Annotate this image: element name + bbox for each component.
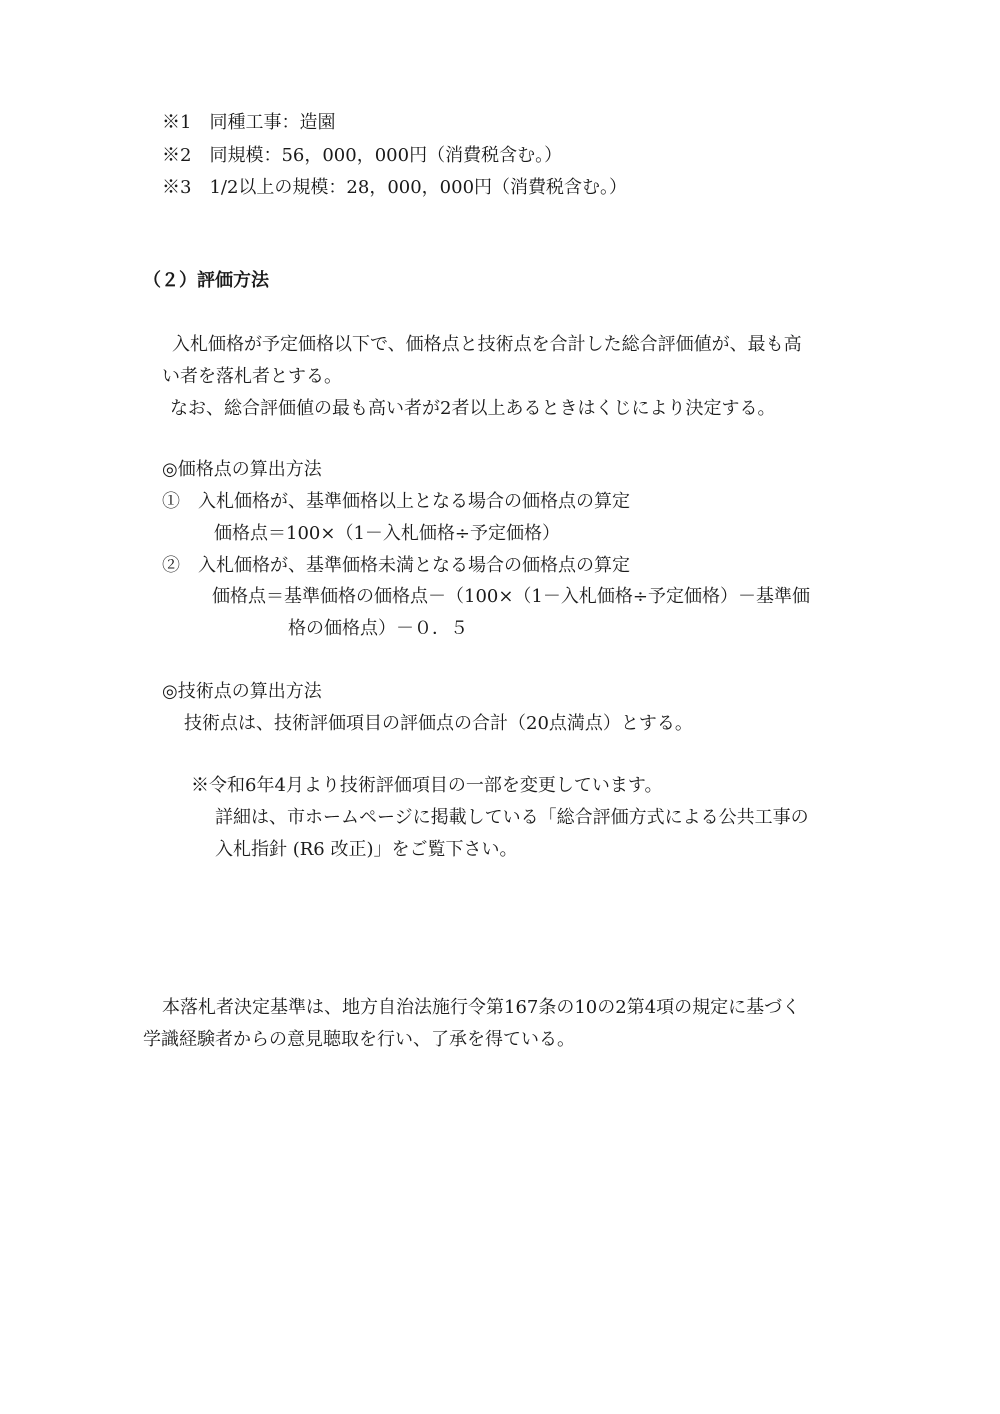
note-2: ※2 同規模：56，000，000円（消費税含む。） xyxy=(162,145,563,166)
notice-line-1: ※令和6年4月より技術評価項目の一部を変更しています。 xyxy=(191,775,663,796)
price-method-item-1: ① 入札価格が、基準価格以上となる場合の価格点の算定 xyxy=(162,491,630,512)
tech-method-title: ◎技術点の算出方法 xyxy=(162,681,322,702)
price-formula-2-line-2: 格の価格点）－０．５ xyxy=(288,618,468,639)
price-formula-1: 価格点＝100×（1－入札価格÷予定価格） xyxy=(214,523,560,544)
notice-line-3: 入札指針 (R6 改正)」をご覧下さい。 xyxy=(215,839,518,860)
intro-line-2: い者を落札者とする。 xyxy=(162,366,342,387)
price-method-title: ◎価格点の算出方法 xyxy=(162,459,322,480)
price-method-item-2: ② 入札価格が、基準価格未満となる場合の価格点の算定 xyxy=(162,555,630,576)
tech-method-text: 技術点は、技術評価項目の評価点の合計（20点満点）とする。 xyxy=(184,713,693,734)
closing-line-1: 本落札者決定基準は、地方自治法施行令第167条の10の2第4項の規定に基づく xyxy=(162,997,801,1018)
intro-line-3: なお、総合評価値の最も高い者が2者以上あるときはくじにより決定する。 xyxy=(170,398,776,419)
note-1: ※1 同種工事：造園 xyxy=(162,112,336,133)
closing-line-2: 学識経験者からの意見聴取を行い、了承を得ている。 xyxy=(143,1029,575,1050)
note-3: ※3 1/2以上の規模：28，000，000円（消費税含む。） xyxy=(162,177,628,198)
intro-line-1: 入札価格が予定価格以下で、価格点と技術点を合計した総合評価値が、最も高 xyxy=(172,334,802,355)
section-heading: （２）評価方法 xyxy=(143,270,269,291)
notice-line-2: 詳細は、市ホームページに掲載している「総合評価方式による公共工事の xyxy=(215,807,809,828)
price-formula-2-line-1: 価格点＝基準価格の価格点－（100×（1－入札価格÷予定価格）－基準価 xyxy=(212,586,810,607)
